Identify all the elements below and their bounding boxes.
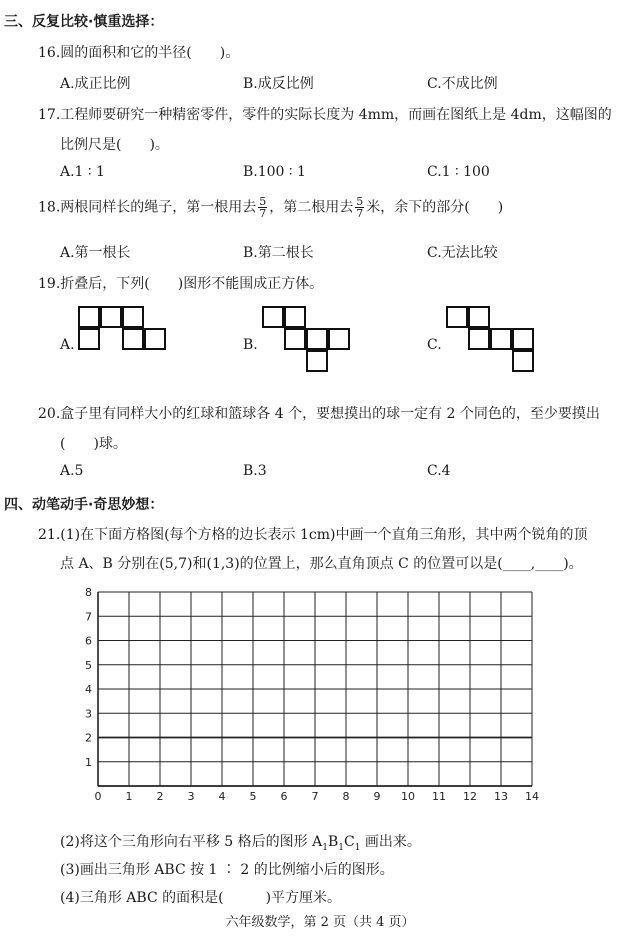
net-b-square <box>328 328 350 350</box>
x-tick-label: 14 <box>525 790 539 803</box>
y-tick-label: 8 <box>85 586 92 599</box>
net-c-square <box>468 306 490 328</box>
question-18-stem-part2: ，第二根用去 <box>269 199 354 216</box>
question-18-stem-part1: 18.两根同样长的绳子，第一根用去 <box>38 199 257 216</box>
x-tick-label: 9 <box>373 790 381 803</box>
part2-text-c: C <box>343 834 355 850</box>
question-21-part4: (4)三角形 ABC 的面积是( )平方厘米。 <box>60 890 342 906</box>
fraction-5-7-second: $\frac{5}{7}$ <box>356 195 364 220</box>
question-16-option-a: A.成正比例 <box>60 76 131 92</box>
question-17-option-c: C.1 ∶ 100 <box>427 164 490 180</box>
question-16-stem: 16.圆的面积和它的半径( )。 <box>38 45 240 61</box>
question-20-option-a: A.5 <box>60 463 84 479</box>
question-16-option-c: C.不成比例 <box>427 76 498 92</box>
question-21-part3: (3)画出三角形 ABC 按 1 ∶ 2 的比例缩小后的图形。 <box>60 862 394 878</box>
x-tick-label: 5 <box>249 790 257 803</box>
question-20-option-b: B.3 <box>243 463 267 479</box>
question-19-option-c-label: C. <box>427 337 442 353</box>
question-20-option-c: C.4 <box>427 463 451 479</box>
net-a-square <box>144 328 166 350</box>
net-a-square <box>78 306 100 328</box>
subscript-1: 1 <box>338 842 344 853</box>
question-18-option-a: A.第一根长 <box>60 245 131 261</box>
net-c-square <box>468 328 490 350</box>
x-tick-label: 10 <box>401 790 415 803</box>
net-a-square <box>122 328 144 350</box>
y-tick-label: 6 <box>85 634 92 648</box>
question-16-option-b: B.成反比例 <box>243 76 314 92</box>
y-tick-label: 5 <box>85 658 92 672</box>
y-tick-label: 3 <box>85 707 92 721</box>
question-20-stem-line1: 20.盒子里有同样大小的红球和篮球各 4 个，要想摸出的球一定有 2 个同色的，至少要摸出 <box>38 406 600 422</box>
part2-text-a: (2)将这个三角形向右平移 5 格后的图形 A <box>60 834 323 850</box>
net-b-square <box>306 328 328 350</box>
part2-text-b: B <box>327 834 339 850</box>
x-tick-label: 3 <box>187 790 195 803</box>
x-tick-label: 4 <box>218 790 226 803</box>
y-tick-label: 4 <box>85 683 92 696</box>
grid-lines <box>98 592 532 786</box>
x-tick-label: 7 <box>311 790 319 803</box>
y-tick-label: 1 <box>85 755 92 769</box>
net-b-square <box>306 350 328 372</box>
page-footer: 六年级数学，第 2 页（共 4 页） <box>225 915 415 930</box>
x-tick-label: 8 <box>342 790 350 803</box>
x-tick-label: 1 <box>125 790 133 803</box>
net-c-square <box>490 328 512 350</box>
coordinate-grid <box>0 580 640 830</box>
net-a-square <box>122 306 144 328</box>
x-tick-label: 6 <box>280 790 288 803</box>
net-b-square <box>262 306 284 328</box>
question-17-stem-line1: 17.工程师要研究一种精密零件，零件的实际长度为 4mm，而画在图纸上是 4dm，这幅图的 <box>38 107 612 123</box>
question-20-stem-line2: ( )球。 <box>60 436 127 452</box>
net-b-square <box>284 306 306 328</box>
x-tick-label: 13 <box>494 790 508 803</box>
question-17-option-a: A.1 ∶ 1 <box>60 164 105 180</box>
x-tick-label: 11 <box>432 790 446 803</box>
question-21-part2 <box>60 831 421 853</box>
grid-tick-labels <box>85 586 539 803</box>
question-21-part1-line2: 点 A、B 分别在(5,7)和(1,3)的位置上，那么直角顶点 C 的位置可以是(____,____)。 <box>60 556 583 572</box>
question-17-stem-line2: 比例尺是( )。 <box>60 137 169 153</box>
question-18-stem <box>38 196 503 219</box>
x-tick-label: 12 <box>463 790 477 803</box>
subscript-1: 1 <box>354 842 361 853</box>
net-c-square <box>512 350 534 372</box>
section-3-title: 三、反复比较·慎重选择： <box>4 14 164 30</box>
net-b-square <box>284 328 306 350</box>
subscript-1: 1 <box>322 842 328 853</box>
question-17-option-b: B.100 ∶ 1 <box>243 164 306 180</box>
question-19-option-a-label: A. <box>60 337 75 353</box>
fraction-5-7-first: $\frac{5}{7}$ <box>259 195 267 220</box>
question-18-option-c: C.无法比较 <box>427 245 498 261</box>
net-a-square <box>100 306 122 328</box>
net-c-square <box>446 306 468 328</box>
net-c-square <box>512 328 534 350</box>
y-tick-label: 7 <box>85 610 92 624</box>
section-4-title: 四、动笔动手·奇思妙想： <box>4 497 164 513</box>
x-tick-label: 0 <box>94 790 102 803</box>
question-21-part1-line1: 21.(1)在下面方格图(每个方格的边长表示 1cm)中画一个直角三角形，其中两个锐角的顶 <box>38 527 588 543</box>
question-19-stem: 19.折叠后，下列( )图形不能围成正方体。 <box>38 276 324 292</box>
question-18-stem-part3: 米，余下的部分( ) <box>366 199 504 216</box>
question-19-option-b-label: B. <box>243 337 258 353</box>
y-tick-label: 2 <box>85 731 92 745</box>
part2-text-d: 画出来。 <box>360 834 421 850</box>
x-tick-label: 2 <box>156 790 164 803</box>
question-18-option-b: B.第二根长 <box>243 245 314 261</box>
net-a-square <box>78 328 100 350</box>
